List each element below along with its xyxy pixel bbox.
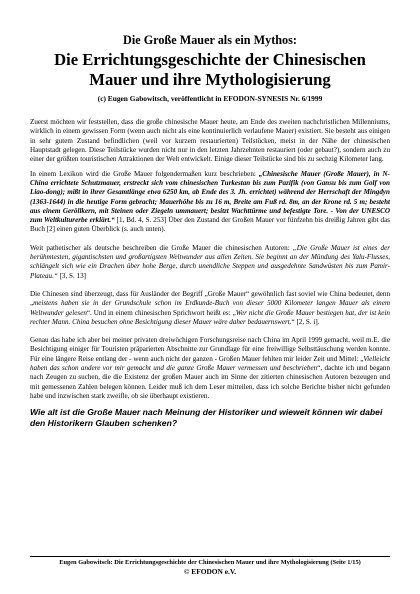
page-title (0, 50, 420, 89)
article-body (30, 118, 390, 433)
paragraph-2 (30, 170, 390, 235)
lexicon-quote: „Chinesische Mauer (Große Mauer), in N-China errichtete Schutzmauer, erstreckt sich vom chinesischen Turkestan bis zum Pazifik (von Gansu bis zum Golf von Liao-dong); mißt in ihrer Gesamtlänge etwa 6250 km, ab Ende des 3. Jh. errichtet) während der Herrschaft der Mingdyn (1363-1644) in die heutige Form gebracht; Mauerhöhe bis zu 16 m, Breite am Fuß rd. 8m, an der Krone rd. 5 m; besteht aus einem Geröllkern, mit Steinen oder Ziegeln ummauert; besitzt Wachttürme und befestigte Tore. - Von der UNESCO zum Weltkulturerbe erklärt.“ (30, 169, 390, 225)
paragraph-4 (30, 290, 390, 327)
footer-divider (30, 556, 390, 557)
paragraph-5-quote: Vielleicht haben das schon andere vor mir gemacht und die ganze Große Mauer vermessen und beschrieben (30, 354, 390, 373)
paragraph-4-quote-1: meistens haben sie in der Grundschule schon im Erdkunde-Buch von dieser 5000 Kilometer langen Mauer als einem Weltwunder gelesen (30, 299, 390, 317)
paragraph-3-cite: [3, S. 13] (57, 271, 86, 280)
footer-copyright: © EFODON e.V. (183, 566, 237, 576)
title-line-2: Mauer und ihre Mythologisierung (89, 69, 331, 89)
paragraph-4-cite: “ [2, S. i]. (291, 317, 320, 326)
paragraph-4-a: Die Chinesen sind überzeugt, dass für Ausländer der Begriff „Große Mauer“ gewöhnlich fast soviel wie China bedeutet, denn „ (30, 289, 390, 308)
footer-line: Eugen Gabowitsch: Die Errichtungsgeschichte der Chinesischen Mauer und ihre Mythologisierung (Seite 1/15) (59, 559, 361, 566)
paragraph-5-c: “, dachte ich und begann nach Zeugen zu suchen, die die Existenz der großen Mauer auch im Sinne der zitierten chinesischen Autoren bezeugen und mit gemessenen Zahlen belegen können. Leider muß ich dem Leser mitteilen, dass ich solche Berichte bisher nicht gefunden habe und inzwischen stark zweifle, ob sie überhaupt existieren. (30, 364, 391, 400)
paragraph-5-a: Genau das habe ich aber bei meiner privaten dreiwöchigen Forschungsreise nach China im April 1999 gemacht, weil m.E. die Besichtigung einiger für Touristen präparierten Abschnitte zur Grundlage für eine freiwillige Selbsttäuschung werden konnte. Für eine längere Reise entlang der - wenn auch nicht der ganzen - Großen Mauer fehlten mir leider Zeit und Mittel: „ (30, 336, 390, 363)
paragraph-3 (30, 244, 390, 281)
kicker: Die Große Mauer als ein Mythos: (123, 33, 297, 47)
paragraph-2-intro: In einem Lexikon wird die Große Mauer folgendermaßen kurz beschrieben: (30, 169, 259, 178)
paragraph-3-intro: Weit pathetischer als deutsche beschreiben die Große Mauer die chinesischen Autoren: (30, 243, 293, 252)
section-question: Wie alt ist die Große Mauer nach Meinung der Historiker und wieweit können wir dabei den Historikern Glauben schenken? (30, 407, 383, 428)
paragraph-5 (30, 336, 390, 401)
page-footer (30, 559, 390, 576)
paragraph-2-tail: [1, Bd. 4, S. 253] Über den Zustand der Großen Mauer vor fünfzehn bis dreißig Jahren gibt das Buch [2] einen guten Überblick (s. auch unten). (30, 216, 390, 234)
byline: (c) Eugen Gabowitsch, veröffentlicht in EFODON-SYNESIS Nr. 6/1999 (97, 94, 323, 103)
title-line-1: Die Errichtungsgeschichte der Chinesischen (54, 50, 366, 69)
paragraph-4-c: “. Und in einem chinesischen Sprichwort heißt es: „ (86, 308, 236, 317)
proverb-quote: Wer nicht die Große Mauer bestiegen hat, der ist kein rechter Mann. China besuchen ohne Besichtigung dieser Mauer wäre daher bedauernswert. (30, 308, 390, 326)
paragraph-1: Zuerst möchten wir feststellen, dass die große chinesische Mauer heute, am Ende des zweiten nachchristlichen Millenniums, wirklich in einem gewissen Form (wenn auch nicht als eine kontinuierlich verlaufene Mauer) existiert. Sie besteht aus einigen in sehr gutem Zustand befindlichen (weil vor kurzem restaurierten) Teilstücken, meist in der Nähe der chinesischen Hauptstadt gelegen. Diese Teilstücke wurden nicht nur in den letzten Jahrzehnten restauriert (oder gebaut?), sondern auch zu einer der größten touristischen Attraktionen der Welt entwickelt. Einige dieser Teilstücke sind bis zu sechzig Kilometer lang. (30, 118, 390, 164)
chinese-authors-quote: „Die Große Mauer ist eines der berühmtesten, gigantischsten und großartigsten Weltwunder aus allen Zeiten. Sie beginnt an der Mündung des Yalu-Flusses, schlängelt sich wie ein Drachen über hohe Berge, durch unendliche Steppen und ausgedehnte Sandwüsten bis zum Pamir-Plateau.“ (30, 243, 390, 280)
